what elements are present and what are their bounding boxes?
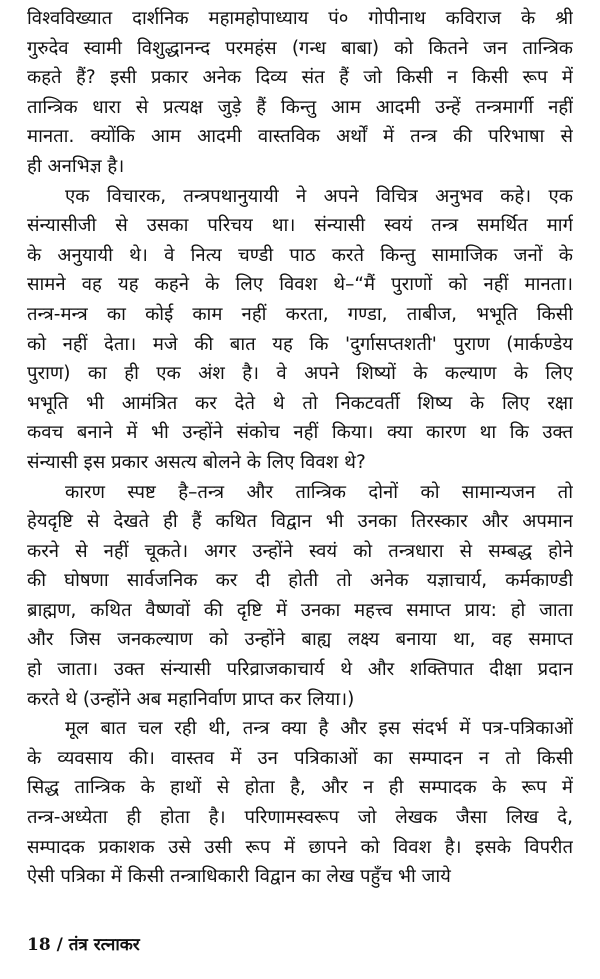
text-line: ही अनभिज्ञ है। xyxy=(27,155,125,177)
text-line: सम्पादक प्रकाशक उसे उसी रूप में छापने को विवश है। इसके विपरीत xyxy=(27,836,573,858)
page-body xyxy=(27,4,573,892)
text-line: संन्यासीजी से उसका परिचय था। संन्यासी स्वयं तन्त्र समर्थित मार्ग xyxy=(27,215,573,237)
text-line: करने से नहीं चूकते। अगर उन्होंने स्वयं को तन्त्रधारा से सम्बद्ध होने xyxy=(27,540,573,562)
text-line: संन्यासी इस प्रकार असत्य बोलने के लिए विवश थे? xyxy=(27,451,366,473)
text-line: विश्वविख्यात दार्शनिक महामहोपाध्याय पं० गोपीनाथ कविराज के श्री xyxy=(27,8,573,29)
text-line: ब्राह्मण, कथित वैष्णवों की दृष्टि में उनका महत्त्व समाप्त प्राय: हो जाता xyxy=(27,599,573,621)
book-title: तंत्र रत्नाकर xyxy=(68,935,140,955)
text-line: ऐसी पत्रिका में किसी तन्त्राधिकारी विद्वान का लेख पहुँच भी जाये xyxy=(27,866,451,888)
text-line: मूल बात चल रही थी, तन्त्र क्या है और इस संदर्भ में पत्र-पत्रिकाओं xyxy=(65,718,573,740)
paragraph xyxy=(27,714,573,892)
text-line: तान्त्रिक धारा से प्रत्यक्ष जुड़े हैं किन्तु आम आदमी उन्हें तन्त्रमार्गी नहीं xyxy=(27,96,573,118)
text-line: पुराण) का ही एक अंश है। वे अपने शिष्यों के कल्याण के लिए xyxy=(27,363,573,385)
text-line: सिद्ध तान्त्रिक के हाथों से होता है, और न ही सम्पादक के रूप में xyxy=(27,777,573,799)
page-footer xyxy=(27,932,140,955)
paragraph xyxy=(27,182,573,478)
text-line: और जिस जनकल्याण को उन्होंने बाह्य लक्ष्य बनाया था, वह समाप्त xyxy=(27,629,573,651)
text-line: के व्यवसाय की। वास्तव में उन पत्रिकाओं का सम्पादन न तो किसी xyxy=(27,747,573,769)
text-line: तन्त्र-मन्त्र का कोई काम नहीं करता, गण्डा, ताबीज, भभूति किसी xyxy=(27,303,573,325)
text-line: कारण स्पष्ट है–तन्त्र और तान्त्रिक दोनों को सामान्यजन तो xyxy=(65,481,573,503)
text-line: कवच बनाने में भी उन्होंने संकोच नहीं किया। क्या कारण था कि उक्त xyxy=(27,422,573,444)
text-line: गुरुदेव स्वामी विशुद्धानन्द परमहंस (गन्ध बाबा) को कितने जन तान्त्रिक xyxy=(27,37,573,59)
text-line: की घोषणा सार्वजनिक कर दी होती तो अनेक यज्ञाचार्य, कर्मकाण्डी xyxy=(27,570,573,592)
text-line: सामने वह यह कहने के लिए विवश थे–“मैं पुराणों को नहीं मानता। xyxy=(27,274,573,296)
text-line: हेयदृष्टि से देखते ही हैं कथित विद्वान भी उनका तिरस्कार और अपमान xyxy=(27,511,573,533)
page-number: 18 xyxy=(27,935,51,955)
text-line: एक विचारक, तन्त्रपथानुयायी ने अपने विचित्र अनुभव कहे। एक xyxy=(65,185,573,207)
text-line: को नहीं देता। मजे की बात यह कि 'दुर्गासप्तशती' पुराण (मार्कण्डेय xyxy=(27,333,573,355)
text-line: तन्त्र-अध्येता ही होता है। परिणामस्वरूप जो लेखक जैसा लिख दे, xyxy=(27,807,573,829)
text-line: कहते हैं? इसी प्रकार अनेक दिव्य संत हैं जो किसी न किसी रूप में xyxy=(27,67,573,89)
text-line: हो जाता। उक्त संन्यासी परिव्राजकाचार्य थे और शक्तिपात दीक्षा प्रदान xyxy=(27,659,573,681)
text-line: भभूति भी आमंत्रित कर देते थे तो निकटवर्ती शिष्य के लिए रक्षा xyxy=(27,392,573,414)
paragraph xyxy=(27,4,573,182)
text-line: मानता. क्योंकि आम आदमी वास्तविक अर्थों में तन्त्र की परिभाषा से xyxy=(27,126,573,148)
text-line: के अनुयायी थे। वे नित्य चण्डी पाठ करते किन्तु सामाजिक जनों के xyxy=(27,244,573,266)
paragraph xyxy=(27,478,573,715)
footer-separator: / xyxy=(50,935,69,955)
text-line: करते थे (उन्होंने अब महानिर्वाण प्राप्त कर लिया।) xyxy=(27,688,355,710)
